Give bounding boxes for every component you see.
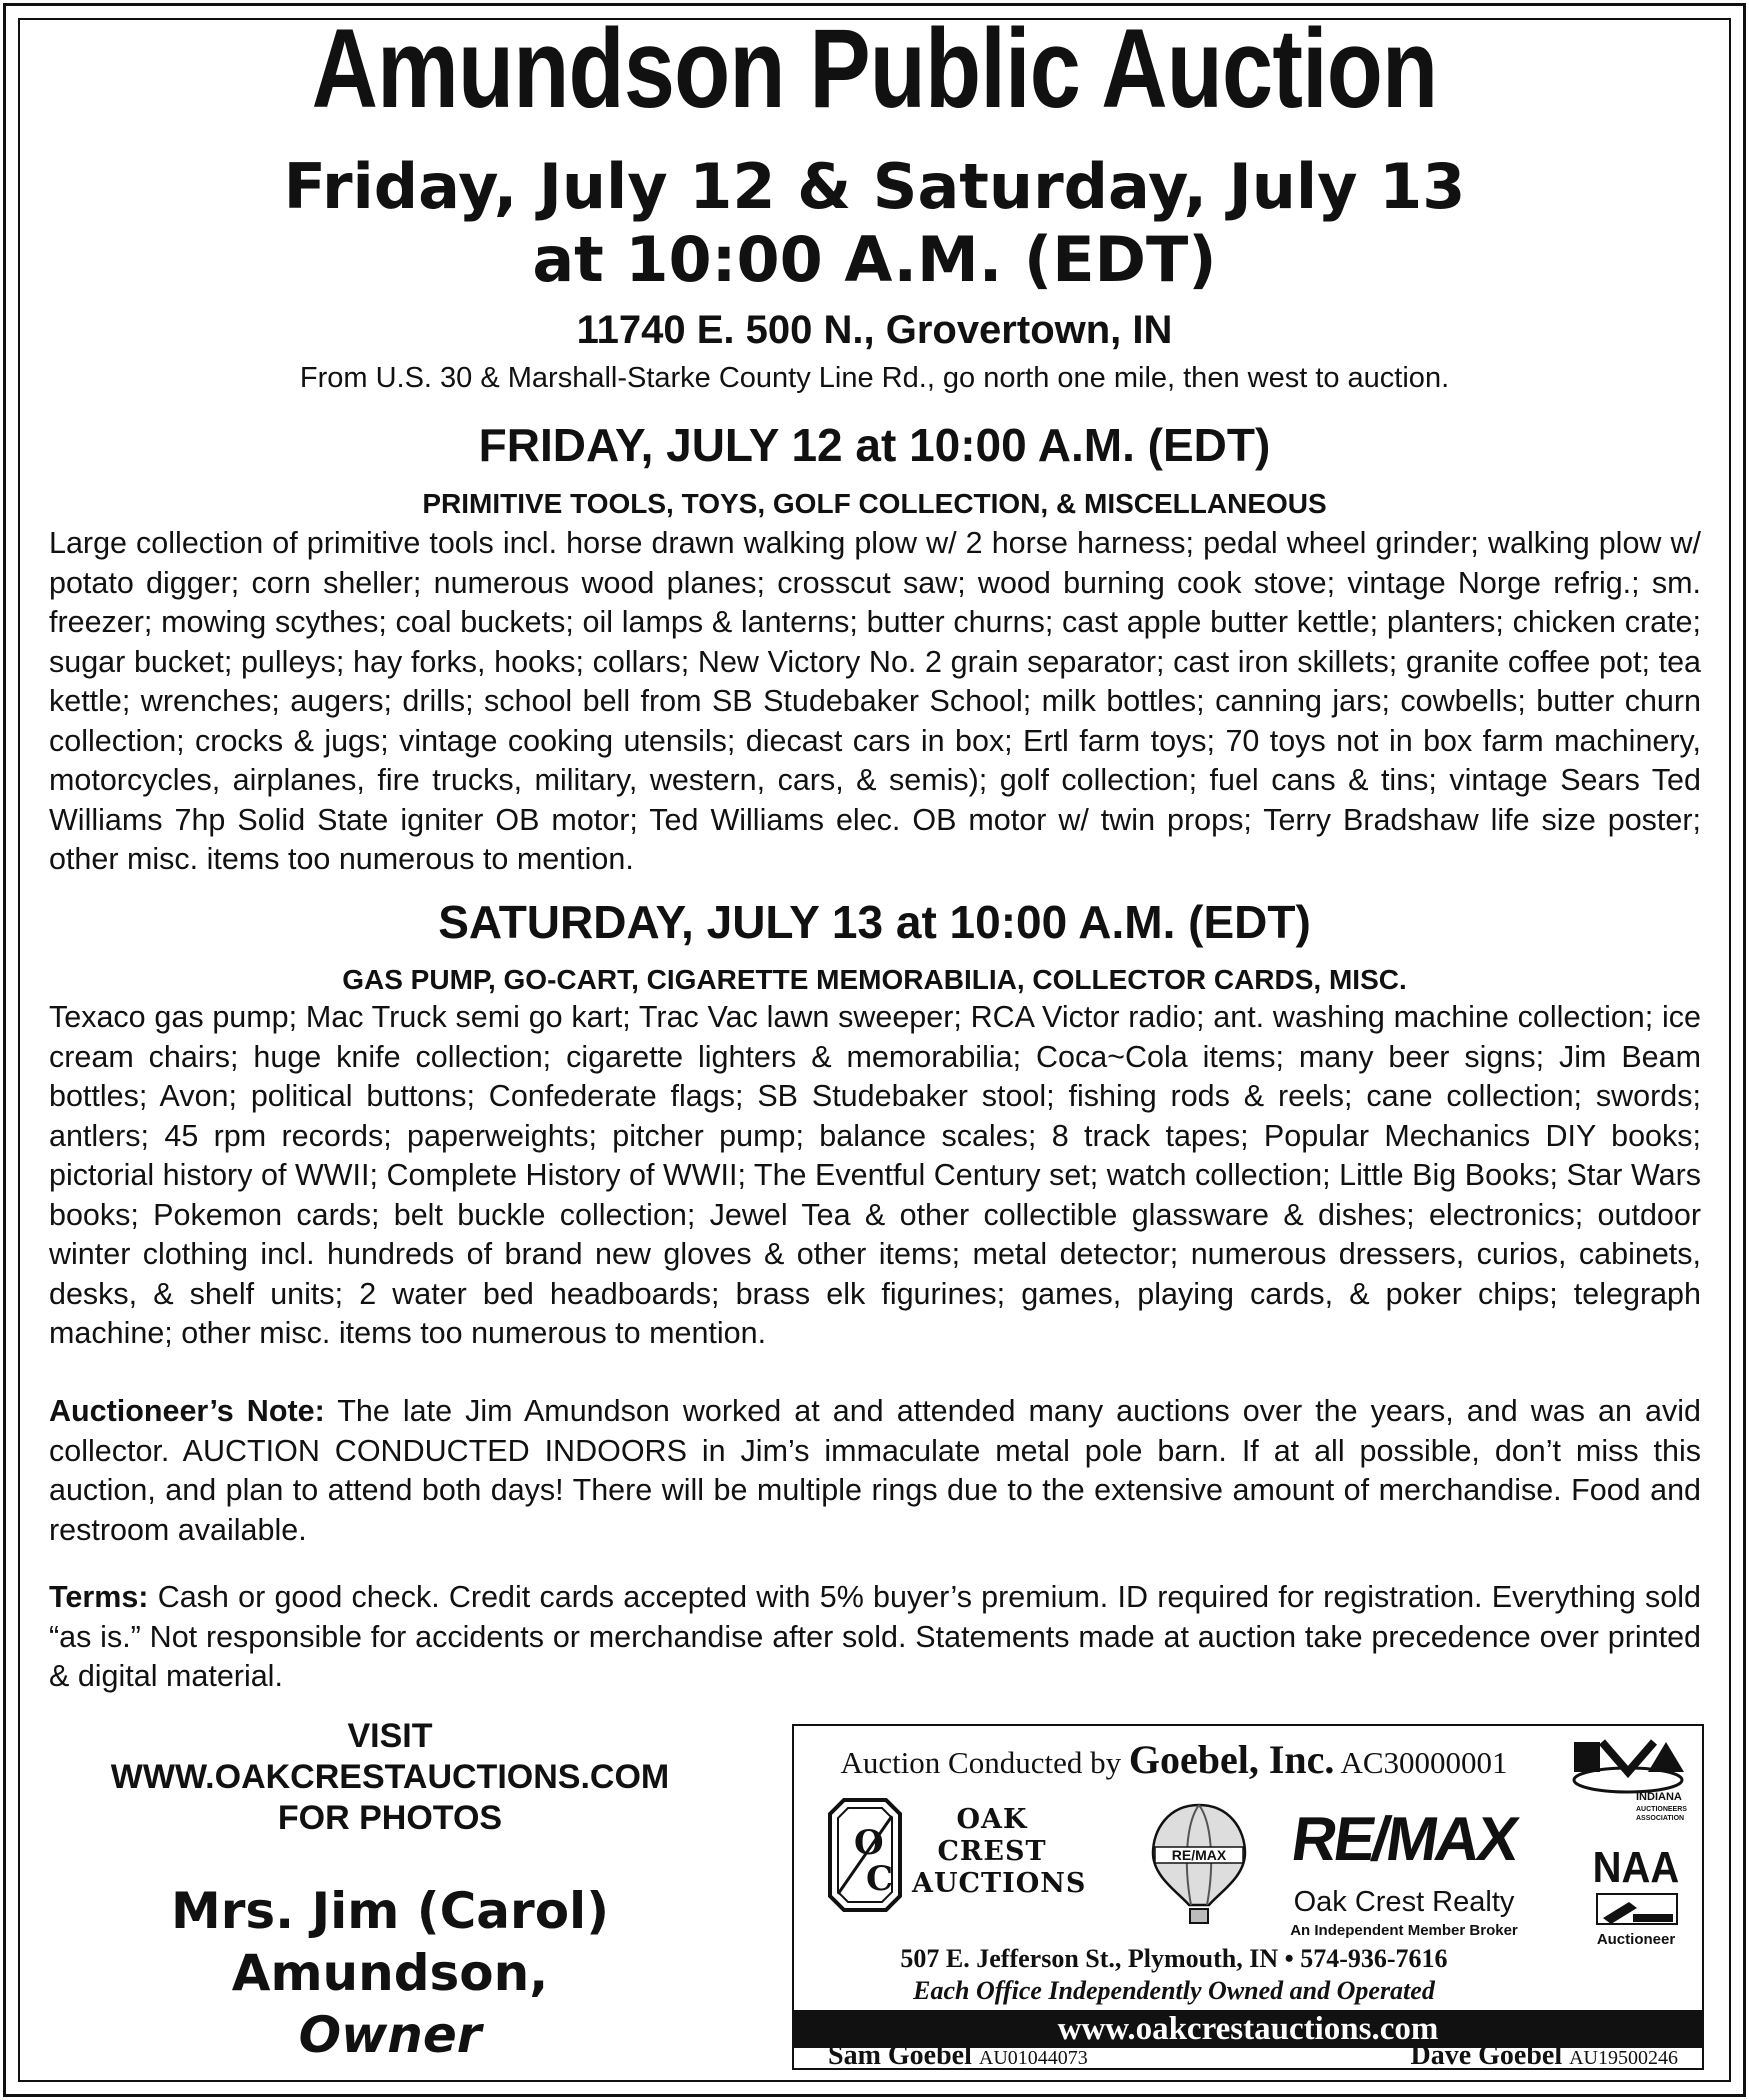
- auctioneer-dave-license: AU19500246: [1569, 2047, 1678, 2069]
- owner-line-2: Amundson,: [231, 1944, 549, 2002]
- remax-balloon-icon: [1149, 1801, 1249, 1931]
- visit-url[interactable]: WWW.OAKCRESTAUCTIONS.COM: [110, 1758, 670, 1796]
- terms: [49, 1578, 1701, 1697]
- svg-text:NAA: NAA: [1592, 1842, 1680, 1892]
- svg-text:Auctioneer: Auctioneer: [1596, 1931, 1676, 1948]
- auction-dates: [0, 150, 1749, 296]
- dates-line-1: Friday, July 12 & Saturday, July 13: [283, 150, 1466, 223]
- friday-items: Large collection of primitive tools incl. horse drawn walking plow w/ 2 horse harness; pedal wheel grinder; walking plow w/ potato digger; corn sheller; numerous wood planes; crosscut saw; wood burning cook stove; vintage Norge refrig.; sm. freezer; mowing scythes; coal buckets; oil lamps & lanterns; butter churns; cast apple butter kettle; planters; chicken crate; sugar bucket; pulleys; hay forks, hooks; collars; New Victory No. 2 grain separator; cast iron skillets; granite coffee pot; tea kettle; wrenches; augers; drills; school bell from SB Studebaker School; milk bottles; canning jars; cowbells; butter churn collection; crocks & jugs; vintage cooking utensils; diecast cars in box; Ertl farm toys; 70 toys not in box farm machinery, motorcycles, airplanes, fire trucks, military, western, cars, & semis); golf collection; fuel cans & tins; vintage Sears Ted Williams 7hp Solid State igniter OB motor; Ted Williams elec. OB motor w/ twin props; Terry Bradshaw life size poster; other misc. items too numerous to mention.: [49, 526, 1701, 876]
- oak-monogram-c: C: [866, 1859, 894, 1899]
- remax-logo: [1274, 1804, 1534, 1939]
- remax-tagline: An Independent Member Broker: [1290, 1922, 1518, 1939]
- office-address: 507 E. Jefferson St., Plymouth, IN • 574-936-7616: [900, 1944, 1448, 1973]
- svg-text:AUCTIONEERS: AUCTIONEERS: [1636, 1806, 1687, 1813]
- saturday-subheading: GAS PUMP, GO-CART, CIGARETTE MEMORABILIA, COLLECTOR CARDS, MISC.: [342, 964, 1407, 995]
- saturday-heading: SATURDAY, JULY 13 at 10:00 A.M. (EDT): [438, 896, 1311, 948]
- naa-auctioneer-logo: [1589, 1838, 1684, 1958]
- remax-office-name: Oak Crest Realty: [1293, 1886, 1515, 1918]
- auction-directions: From U.S. 30 & Marshall-Starke County Line Rd., go north one mile, then west to auction.: [299, 362, 1450, 394]
- auctioneer-sam-license: AU01044073: [978, 2047, 1088, 2069]
- dates-line-2: at 10:00 A.M. (EDT): [532, 223, 1217, 297]
- oak-crest-logo-text: OAK CREST AUCTIONS: [912, 1804, 1087, 1899]
- svg-text:ASSOCIATION: ASSOCIATION: [1636, 1815, 1685, 1822]
- svg-text:RE/MAX: RE/MAX: [1171, 1847, 1227, 1863]
- auctioneers-note: [49, 1392, 1701, 1550]
- owner-role: Owner: [298, 2006, 482, 2064]
- svg-text:INDIANA: INDIANA: [1636, 1791, 1682, 1803]
- visit-line-1: VISIT: [347, 1717, 433, 1755]
- friday-heading: FRIDAY, JULY 12 at 10:00 A.M. (EDT): [478, 419, 1271, 471]
- office-note: Each Office Independently Owned and Operated: [913, 1976, 1435, 2005]
- oak-monogram-o: O: [854, 1823, 884, 1863]
- owner-line-3: [60, 2004, 720, 2066]
- note-text: The late Jim Amundson worked at and attended many auctions over the years, and was an avid collector. AUCTION CONDUCTED INDOORS in Jim’s immaculate metal pole barn. If at all possible, don’t miss this auction, and plan to attend both days! There will be multiple rings due to the extensive amount of merchandise. Food and restroom available.: [49, 1394, 1701, 1547]
- auction-title: Amundson Public Auction: [311, 6, 1438, 131]
- indiana-auctioneers-association-logo: [1566, 1734, 1690, 1830]
- company-license: AC30000001: [1340, 1745, 1508, 1780]
- saturday-items: Texaco gas pump; Mac Truck semi go kart; Trac Vac lawn sweeper; RCA Victor radio; ant. washing machine collection; ice cream chairs; huge knife collection; cigarette lighters & memorabilia; Coca~Cola items; many beer signs; Jim Beam bottles; Avon; political buttons; Confederate flags; SB Studebaker stool; fishing rods & reels; cane collection; swords; antlers; 45 rpm records; paperweights; pitcher pump; balance scales; 8 track tapes; Popular Mechanics DIY books; pictorial history of WWII; Complete History of WWII; The Eventful Century set; watch collection; Little Big Books; Star Wars books; Pokemon cards; belt buckle collection; Jewel Tea & other collectible glassware & dishes; electronics; outdoor winter clothing incl. hundreds of brand new gloves & other items; metal detector; numerous dressers, curios, cabinets, desks, & shelf units; 2 water bed headboards; brass elk figurines; games, playing cards, & poker chips; telegraph machine; other misc. items too numerous to mention.: [49, 1000, 1701, 1350]
- remax-wordmark: RE/MAX: [1287, 1805, 1521, 1874]
- conducted-prefix: Auction Conducted by: [840, 1745, 1122, 1780]
- auctioneer-dave: [1410, 2040, 1678, 2072]
- owner-block: [60, 1880, 720, 2066]
- auctioneer-sam: [828, 2040, 1088, 2072]
- website-bar[interactable]: www.oakcrestauctions.com: [794, 2010, 1702, 2048]
- auction-address: 11740 E. 500 N., Grovertown, IN: [576, 308, 1173, 352]
- visit-website-block: [60, 1716, 720, 1839]
- note-label: Auctioneer’s Note:: [49, 1394, 325, 1428]
- terms-label: Terms:: [49, 1580, 149, 1614]
- auctioneer-box: [792, 1724, 1704, 2070]
- terms-text: Cash or good check. Credit cards accepted with 5% buyer’s premium. ID required for registration. Everything sold “as is.” Not responsible for accidents or merchandise after sold. Statements made at auction take precedence over printed & digital material.: [49, 1580, 1702, 1693]
- auctioneer-dave-name: Dave Goebel: [1410, 2040, 1563, 2071]
- friday-subheading: PRIMITIVE TOOLS, TOYS, GOLF COLLECTION, & MISCELLANEOUS: [422, 488, 1327, 519]
- owner-line-1: Mrs. Jim (Carol): [170, 1882, 610, 1940]
- visit-line-3: FOR PHOTOS: [277, 1799, 503, 1837]
- company-name: Goebel, Inc.: [1128, 1737, 1335, 1782]
- conducted-by-line: [794, 1736, 1554, 1783]
- auctioneer-sam-name: Sam Goebel: [828, 2040, 972, 2071]
